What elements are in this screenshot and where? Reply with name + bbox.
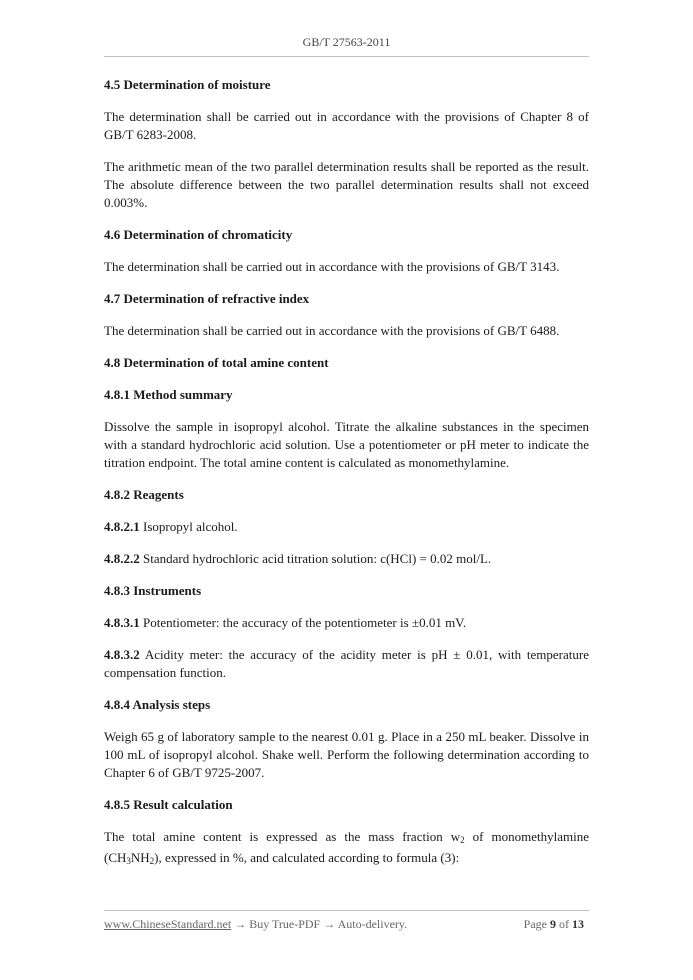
reagent-item-2: [104, 550, 589, 568]
reagent-item-2-number: 4.8.2.2: [104, 551, 140, 566]
subscript-2b: 2: [149, 856, 155, 866]
subscript-2: 2: [460, 835, 465, 845]
page-number: 9: [550, 917, 556, 931]
instrument-item-1-number: 4.8.3.1: [104, 615, 140, 630]
arrow-icon: →: [231, 917, 250, 931]
section-4-8-3-heading: 4.8.3 Instruments: [104, 583, 202, 598]
formula-text-part-4: ), expressed in %, and calculated according to formula (3):: [154, 850, 460, 865]
section-4-8-4-heading: 4.8.4 Analysis steps: [104, 697, 211, 712]
section-4-8-5-heading: 4.8.5 Result calculation: [104, 797, 233, 812]
section-4-5-heading: 4.5 Determination of moisture: [104, 77, 271, 92]
footer-links: [104, 917, 407, 932]
instrument-item-1: [104, 614, 589, 632]
page-indicator: [524, 917, 584, 932]
section-4-5-para-1: The determination shall be carried out in accordance with the provisions of Chapter 8 of GB/T 6283-2008.: [104, 109, 589, 142]
formula-text-part-1: The total amine content is expressed as the mass fraction w: [104, 829, 461, 844]
reagent-item-1: [104, 518, 589, 536]
section-4-6-para-1: The determination shall be carried out in accordance with the provisions of GB/T 3143.: [104, 259, 560, 274]
running-header: [104, 35, 589, 50]
formula-text-part-2: of monomethylamine (CH: [104, 829, 590, 865]
section-4-8-1-heading: 4.8.1 Method summary: [104, 387, 233, 402]
section-4-7-para-1: The determination shall be carried out in accordance with the provisions of GB/T 6488.: [104, 323, 560, 338]
section-4-8-2-heading: 4.8.2 Reagents: [104, 487, 184, 502]
reagent-item-1-text: Isopropyl alcohol.: [139, 519, 238, 534]
instrument-item-2-text: Acidity meter: the accuracy of the acidity meter is pH ± 0.01, with temperature compensation function.: [104, 647, 589, 680]
page-total: 13: [572, 917, 584, 931]
subscript-3: 3: [126, 856, 131, 866]
document-body: [104, 76, 589, 884]
section-4-8-5-para-1: [104, 828, 589, 870]
section-4-6-heading: 4.6 Determination of chromaticity: [104, 227, 293, 242]
reagent-item-2-text: Standard hydrochloric acid titration solution: c(HCl) = 0.02 mol/L.: [139, 551, 492, 566]
page-label: Page: [523, 917, 547, 931]
header-divider: [104, 56, 589, 57]
section-4-8-4-para-1: Weigh 65 g of laboratory sample to the nearest 0.01 g. Place in a 250 mL beaker. Dissolve in 100 mL of isopropyl alcohol. Shake well. Perform the following determination according to Chapter 6 of GB/T 9725-2007.: [104, 729, 589, 780]
doc-id: GB/T 27563-2011: [302, 35, 391, 49]
of-label: of: [559, 917, 569, 931]
instrument-item-2: [104, 646, 589, 682]
section-4-7-heading: 4.7 Determination of refractive index: [104, 291, 310, 306]
section-4-8-1-para-1: Dissolve the sample in isopropyl alcohol. Titrate the alkaline substances in the specimen with a standard hydrochloric acid solution. Use a potentiometer or pH meter to indicate the titration endpoint. The total amine content is calculated as monomethylamine.: [104, 419, 589, 470]
instrument-item-2-number: 4.8.3.2: [104, 647, 140, 662]
site-link[interactable]: www.ChineseStandard.net: [104, 917, 232, 931]
instrument-item-1-text: Potentiometer: the accuracy of the potentiometer is ±0.01 mV.: [139, 615, 467, 630]
arrow-icon-2: →: [320, 917, 338, 931]
footer-divider: [104, 910, 589, 911]
buy-pdf-link[interactable]: Buy True-PDF: [249, 917, 321, 931]
auto-delivery-text: Auto-delivery.: [337, 917, 408, 931]
section-4-5-para-2: The arithmetic mean of the two parallel determination results shall be reported as the result. The absolute difference between the two parallel determination results shall not exceed 0.003%.: [104, 159, 589, 210]
section-4-8-heading: 4.8 Determination of total amine content: [104, 355, 329, 370]
reagent-item-1-number: 4.8.2.1: [104, 519, 140, 534]
formula-text-part-3: NH: [130, 850, 150, 865]
